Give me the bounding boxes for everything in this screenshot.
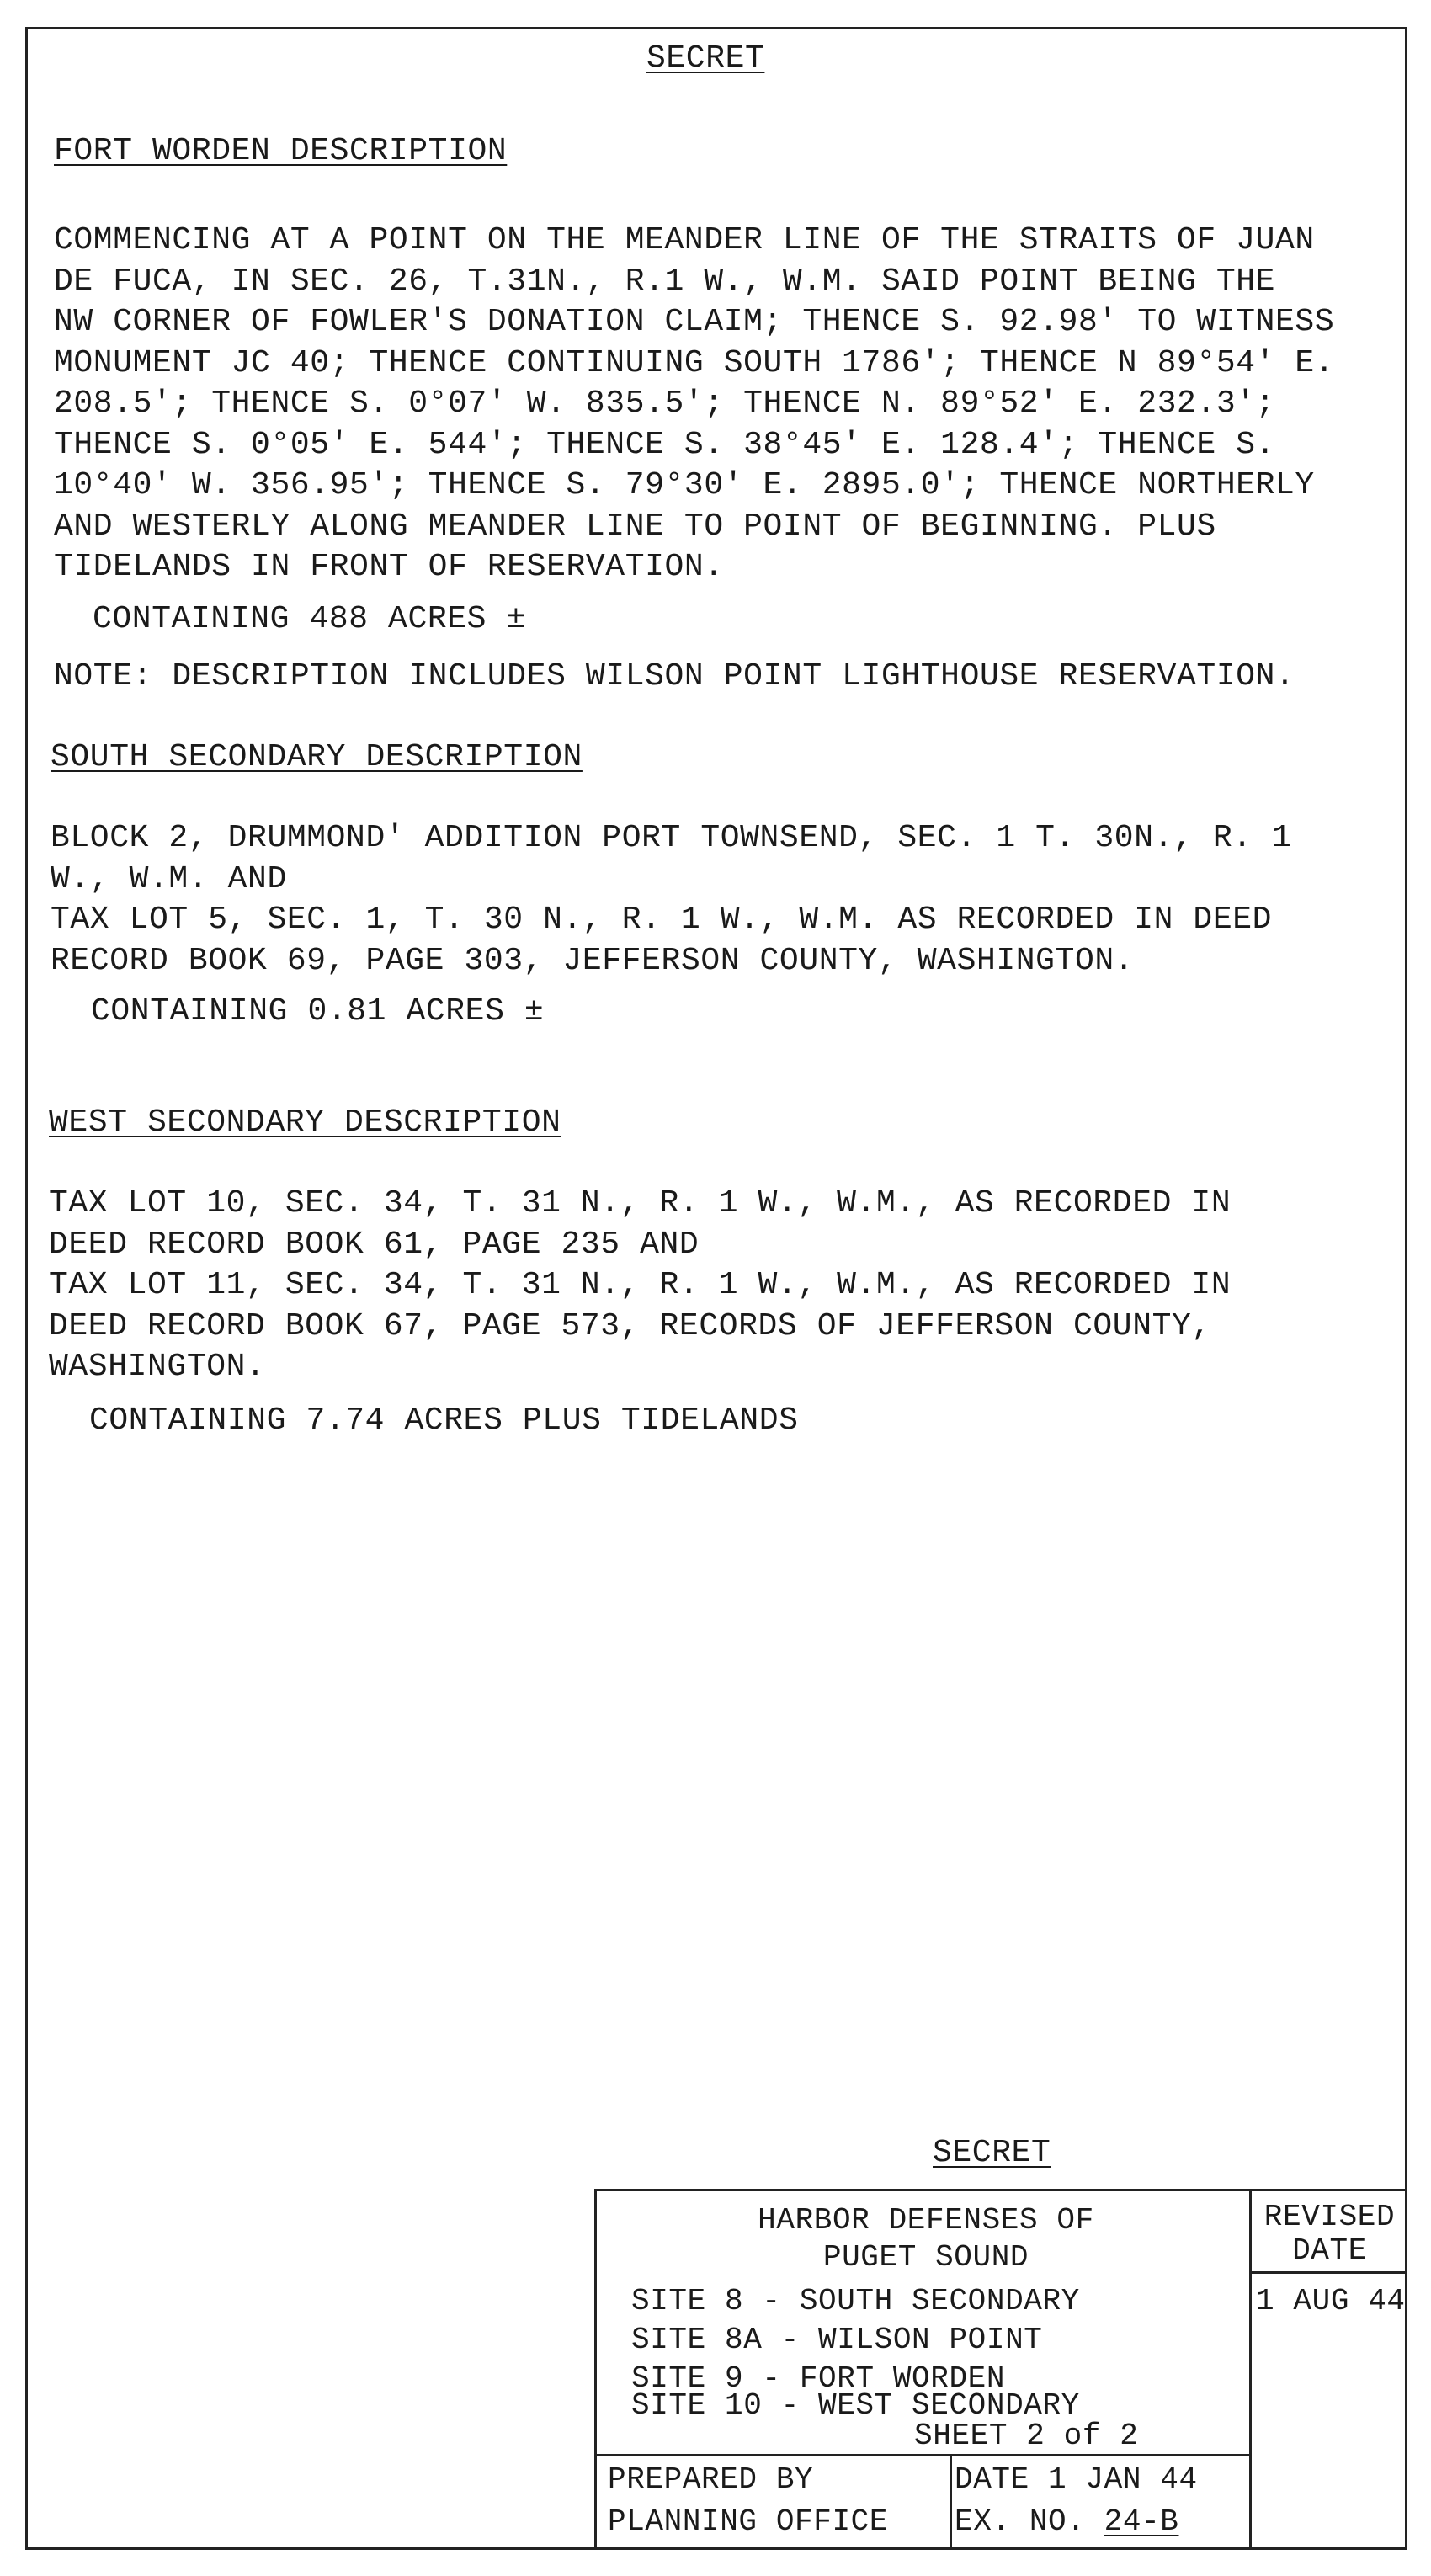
exhibit-label: EX. NO. [955,2504,1086,2539]
drawing-date: DATE 1 JAN 44 [955,2462,1198,2497]
fort-worden-line: AND WESTERLY ALONG MEANDER LINE TO POINT OF BEGINNING. PLUS [54,508,1216,545]
south-secondary-description [51,818,1291,982]
south-secondary-acreage: CONTAINING 0.81 ACRES ± [91,993,545,1030]
revised-date-label: DATE [1292,2233,1367,2268]
west-secondary-line: WASHINGTON. [49,1349,266,1385]
fort-worden-note: NOTE: DESCRIPTION INCLUDES WILSON POINT LIGHTHOUSE RESERVATION. [54,658,1295,695]
west-secondary-line: DEED RECORD BOOK 61, PAGE 235 AND [49,1226,700,1263]
fort-worden-line: MONUMENT JC 40; THENCE CONTINUING SOUTH 1786'; THENCE N 89°54' E. [54,344,1335,381]
exhibit-value: 24-B [1104,2504,1179,2539]
title-block-divider [1249,2271,1407,2274]
west-secondary-description [49,1184,1231,1388]
south-secondary-line: TAX LOT 5, SEC. 1, T. 30 N., R. 1 W., W.M. AS RECORDED IN DEED [51,902,1273,938]
site-list-item: SITE 8A - WILSON POINT [631,2323,1043,2357]
prepared-by: PREPARED BY [608,2462,814,2497]
site-list-item: SITE 10 - WEST SECONDARY [631,2388,1080,2423]
site-list-item: SITE 9 - FORT WORDEN [631,2361,1006,2396]
classification-header: SECRET [646,40,765,77]
planning-office: PLANNING OFFICE [608,2504,889,2539]
south-secondary-line: W., W.M. AND [51,860,287,897]
fort-worden-heading: FORT WORDEN DESCRIPTION [54,133,508,169]
exhibit-number [955,2504,1178,2541]
west-secondary-line: TAX LOT 10, SEC. 34, T. 31 N., R. 1 W., W.M., AS RECORDED IN [49,1185,1232,1221]
south-secondary-heading: SOUTH SECONDARY DESCRIPTION [51,739,583,775]
fort-worden-line: THENCE S. 0°05' E. 544'; THENCE S. 38°45' E. 128.4'; THENCE S. [54,426,1276,463]
fort-worden-line: COMMENCING AT A POINT ON THE MEANDER LINE OF THE STRAITS OF JUAN [54,222,1315,258]
title-block-heading-2: PUGET SOUND [822,2240,1029,2275]
title-block-divider [950,2454,952,2549]
title-block-heading-1: HARBOR DEFENSES OF [758,2203,1094,2238]
fort-worden-line: 208.5'; THENCE S. 0°07' W. 835.5'; THENCE N. 89°52' E. 232.3'; [54,386,1276,422]
fort-worden-acreage: CONTAINING 488 ACRES ± [93,601,526,637]
site-list-item: SITE 8 - SOUTH SECONDARY [631,2284,1080,2318]
west-secondary-line: TAX LOT 11, SEC. 34, T. 31 N., R. 1 W., W.M., AS RECORDED IN [49,1267,1232,1303]
south-secondary-line: RECORD BOOK 69, PAGE 303, JEFFERSON COUNTY, WASHINGTON. [51,942,1135,979]
revised-label: REVISED [1263,2200,1396,2234]
fort-worden-line: TIDELANDS IN FRONT OF RESERVATION. [54,549,724,585]
fort-worden-line: DE FUCA, IN SEC. 26, T.31N., R.1 W., W.M. SAID POINT BEING THE [54,263,1276,300]
west-secondary-heading: WEST SECONDARY DESCRIPTION [49,1104,561,1141]
west-secondary-line: DEED RECORD BOOK 67, PAGE 573, RECORDS OF JEFFERSON COUNTY, [49,1307,1211,1344]
fort-worden-line: NW CORNER OF FOWLER'S DONATION CLAIM; THENCE S. 92.98' TO WITNESS [54,304,1335,340]
fort-worden-line: 10°40' W. 356.95'; THENCE S. 79°30' E. 2895.0'; THENCE NORTHERLY [54,467,1315,503]
classification-footer: SECRET [933,2135,1051,2171]
fort-worden-description [54,221,1334,588]
revised-date: 1 AUG 44 [1256,2284,1406,2318]
sheet-number: SHEET 2 of 2 [914,2419,1139,2453]
south-secondary-line: BLOCK 2, DRUMMOND' ADDITION PORT TOWNSEND, SEC. 1 T. 30N., R. 1 [51,820,1292,856]
west-secondary-acreage: CONTAINING 7.74 ACRES PLUS TIDELANDS [89,1402,799,1439]
